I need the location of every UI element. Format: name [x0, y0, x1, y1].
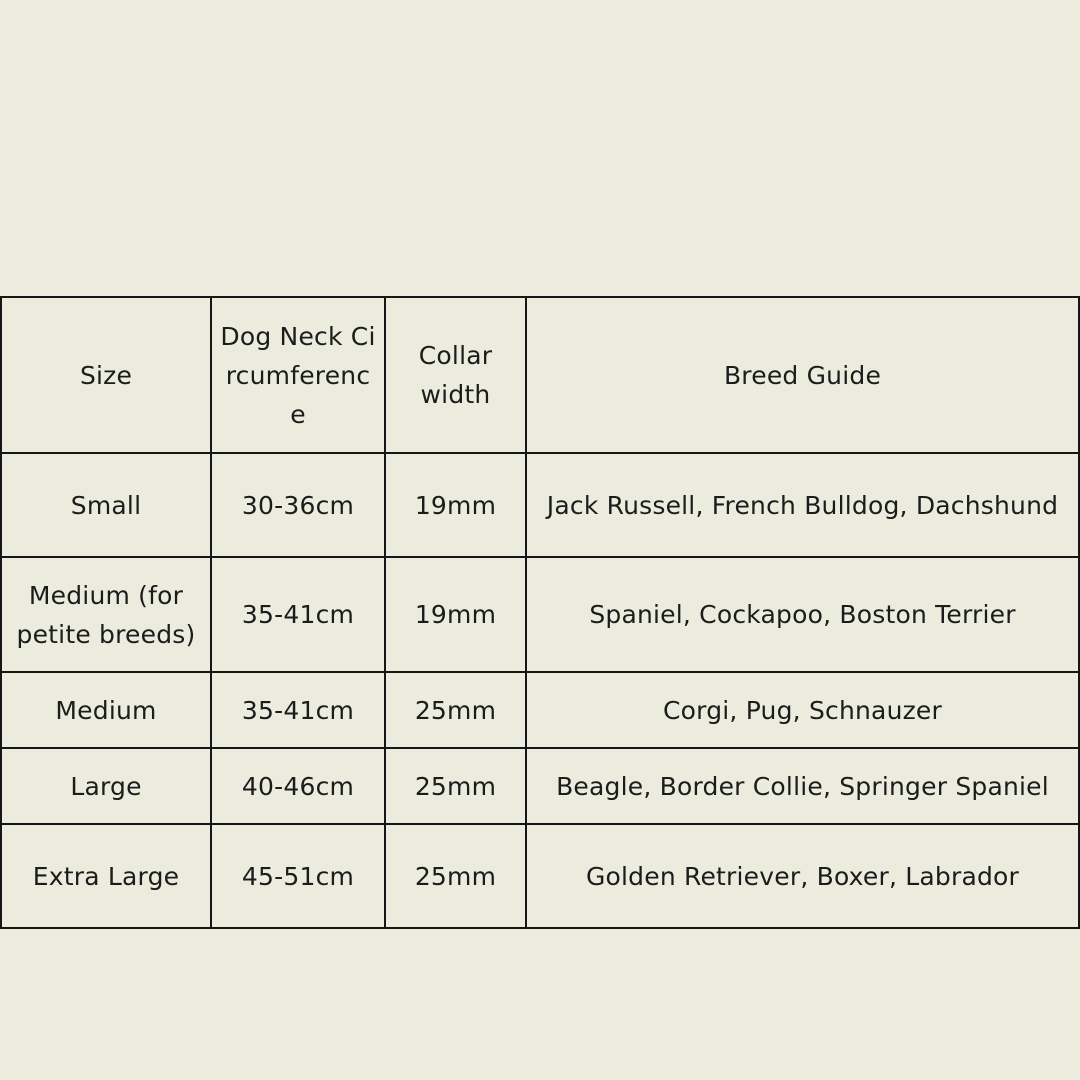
cell-width: 25mm	[385, 672, 526, 748]
cell-size: Small	[1, 453, 211, 557]
cell-neck: 40-46cm	[211, 748, 385, 824]
table-header-row	[1, 297, 1079, 453]
cell-neck: 45-51cm	[211, 824, 385, 928]
cell-size: Extra Large	[1, 824, 211, 928]
cell-size: Medium	[1, 672, 211, 748]
cell-breed: Spaniel, Cockapoo, Boston Terrier	[526, 557, 1079, 672]
cell-neck: 35-41cm	[211, 672, 385, 748]
cell-width: 19mm	[385, 453, 526, 557]
cell-breed: Corgi, Pug, Schnauzer	[526, 672, 1079, 748]
cell-breed: Jack Russell, French Bulldog, Dachshund	[526, 453, 1079, 557]
header-neck-circumference: Dog Neck Circumference	[211, 297, 385, 453]
cell-neck: 35-41cm	[211, 557, 385, 672]
table-row	[1, 557, 1079, 672]
cell-width: 25mm	[385, 748, 526, 824]
cell-width: 25mm	[385, 824, 526, 928]
cell-size: Large	[1, 748, 211, 824]
cell-breed: Golden Retriever, Boxer, Labrador	[526, 824, 1079, 928]
header-collar-width: Collar width	[385, 297, 526, 453]
cell-width: 19mm	[385, 557, 526, 672]
cell-size: Medium (for petite breeds)	[1, 557, 211, 672]
table-row	[1, 824, 1079, 928]
size-guide-table	[0, 296, 1080, 929]
table-row	[1, 672, 1079, 748]
header-breed-guide: Breed Guide	[526, 297, 1079, 453]
cell-breed: Beagle, Border Collie, Springer Spaniel	[526, 748, 1079, 824]
cell-neck: 30-36cm	[211, 453, 385, 557]
table-row	[1, 453, 1079, 557]
header-size: Size	[1, 297, 211, 453]
table-row	[1, 748, 1079, 824]
